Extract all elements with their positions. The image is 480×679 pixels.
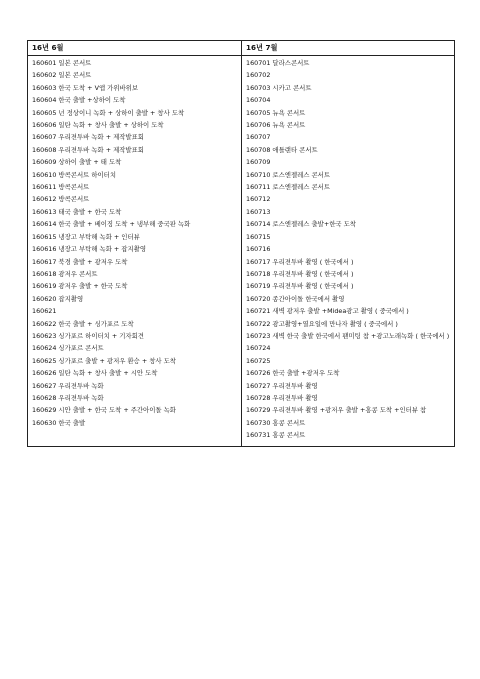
schedule-entry: 160613 태국 출발 + 한국 도착 — [32, 207, 122, 216]
schedule-entry: 160717 우리젼투바 촬영 ( 한국에서 ) — [246, 257, 354, 266]
schedule-entry: 160625 싱가포르 출발 + 광저우 환승 + 창사 도착 — [32, 356, 176, 365]
june-column — [28, 41, 242, 447]
schedule-entry: 160730 홍콩 콘서트 — [246, 418, 306, 427]
june-header: 16년 6월 — [28, 42, 241, 56]
schedule-entry: 160727 우리젼투바 촬영 — [246, 381, 318, 390]
schedule-entry: 160725 — [246, 356, 271, 365]
schedule-entry: 160614 한국 출발 + 베이징 도착 + 냉부해 중국판 녹화 — [32, 220, 191, 229]
schedule-entry: 160714 로스엔젤레스 출발+한국 도착 — [246, 220, 356, 229]
schedule-entry: 160715 — [246, 232, 271, 241]
schedule-entry: 160706 뉴욕 콘서트 — [246, 121, 306, 130]
schedule-entry: 160708 애틀랜타 콘서트 — [246, 145, 318, 154]
schedule-entry: 160703 시카고 콘서트 — [246, 83, 312, 92]
schedule-entry: 160707 — [246, 133, 271, 142]
june-list — [32, 57, 238, 429]
schedule-entry: 160709 — [246, 158, 271, 167]
schedule-entry: 160701 달라스콘서트 — [246, 59, 310, 67]
schedule-entry: 160705 뉴욕 콘서트 — [246, 108, 306, 117]
july-header: 16년 7월 — [242, 42, 454, 56]
schedule-entry: 160618 광저우 콘서트 — [32, 269, 98, 278]
schedule-entry: 160713 — [246, 207, 271, 216]
schedule-entry: 160623 싱가포르 하이터치 + 기자회견 — [32, 331, 144, 340]
schedule-entry: 160608 우리젼투바 녹화 + 제작발표회 — [32, 145, 144, 154]
schedule-entry: 160601 일본 콘서트 — [32, 59, 92, 67]
schedule-entry: 160711 로스엔젤레스 콘서트 — [246, 183, 331, 192]
schedule-entry: 160720 종간아이돌 한국에서 촬영 — [246, 294, 345, 303]
schedule-entry: 160718 우리젼투바 촬영 ( 한국에서 ) — [246, 269, 354, 278]
schedule-entry: 160604 한국 출발 +상하이 도착 — [32, 96, 126, 105]
schedule-entry: 160602 일본 콘서트 — [32, 71, 92, 80]
schedule-entry: 160626 일탄 녹화 + 창사 출발 + 시안 도착 — [32, 369, 158, 378]
schedule-entry: 160610 방콕콘서트 하이터치 — [32, 170, 117, 179]
schedule-entry: 160712 — [246, 195, 271, 204]
schedule-entry: 160704 — [246, 96, 271, 105]
schedule-entry: 160721 새벽 광저우 출발 +Midea광고 촬영 ( 중국에서 ) — [246, 307, 409, 316]
schedule-entry: 160620 잡지촬영 — [32, 294, 84, 303]
schedule-entry: 160729 우리젼투바 촬영 +광저우 출발 +홍콩 도착 +인터뷰 참 — [246, 406, 427, 415]
schedule-entry: 160619 광저우 출발 + 한국 도착 — [32, 282, 128, 291]
schedule-entry: 160630 한국 출발 — [32, 418, 86, 427]
schedule-entry: 160606 일탄 녹화 + 창사 출발 + 상하이 도착 — [32, 121, 164, 130]
schedule-entry: 160629 시안 출발 + 한국 도착 + 주간아이돌 녹화 — [32, 406, 176, 415]
schedule-entry: 160624 싱가포르 콘서트 — [32, 344, 104, 353]
schedule-entry: 160611 방콕콘서트 — [32, 183, 90, 192]
schedule-entry: 160603 한국 도착 + V앱 가위바위보 — [32, 83, 139, 92]
schedule-entry: 160609 상하이 출발 + 태 도착 — [32, 158, 122, 167]
schedule-entry: 160723 새벽 한국 출발 한국에서 팬미팅 참 +광고노래녹화 ( 한국에서 ) — [246, 331, 450, 340]
schedule-entry: 160621 — [32, 307, 57, 316]
schedule-entry: 160719 우리젼투바 촬영 ( 한국에서 ) — [246, 282, 354, 291]
schedule-row — [28, 41, 455, 447]
schedule-entry: 160616 냉장고 부탁해 녹화 + 잡지촬영 — [32, 245, 146, 254]
schedule-entry: 160702 — [246, 71, 271, 80]
schedule-entry: 160617 북경 출발 + 광저우 도착 — [32, 257, 128, 266]
schedule-entry: 160607 우리젼투바 녹화 + 제작발표회 — [32, 133, 144, 142]
schedule-entry: 160627 우리젼투바 녹화 — [32, 381, 104, 390]
july-column — [242, 41, 455, 447]
schedule-table — [27, 40, 455, 447]
schedule-entry: 160722 광고촬영+열요일에 만나자 촬영 ( 중국에서 ) — [246, 319, 398, 328]
schedule-entry: 160615 냉장고 부탁해 녹화 + 인터뷰 — [32, 232, 140, 241]
schedule-entry: 160612 방콕콘서트 — [32, 195, 90, 204]
schedule-entry: 160716 — [246, 245, 271, 254]
schedule-entry: 160622 한국 출발 + 싱가포르 도착 — [32, 319, 134, 328]
schedule-entry: 160605 넌 정상이니 녹화 + 상하이 출발 + 창사 도착 — [32, 108, 185, 117]
schedule-entry: 160710 로스엔젤레스 콘서트 — [246, 170, 331, 179]
schedule-entry: 160726 한국 출발 +광저우 도착 — [246, 369, 340, 378]
schedule-entry: 160724 — [246, 344, 271, 353]
schedule-entry: 160728 우리젼투바 촬영 — [246, 393, 318, 402]
july-list — [246, 57, 451, 442]
schedule-entry: 160731 홍콩 콘서트 — [246, 431, 306, 440]
schedule-entry: 160628 우리젼투바 녹화 — [32, 393, 104, 402]
